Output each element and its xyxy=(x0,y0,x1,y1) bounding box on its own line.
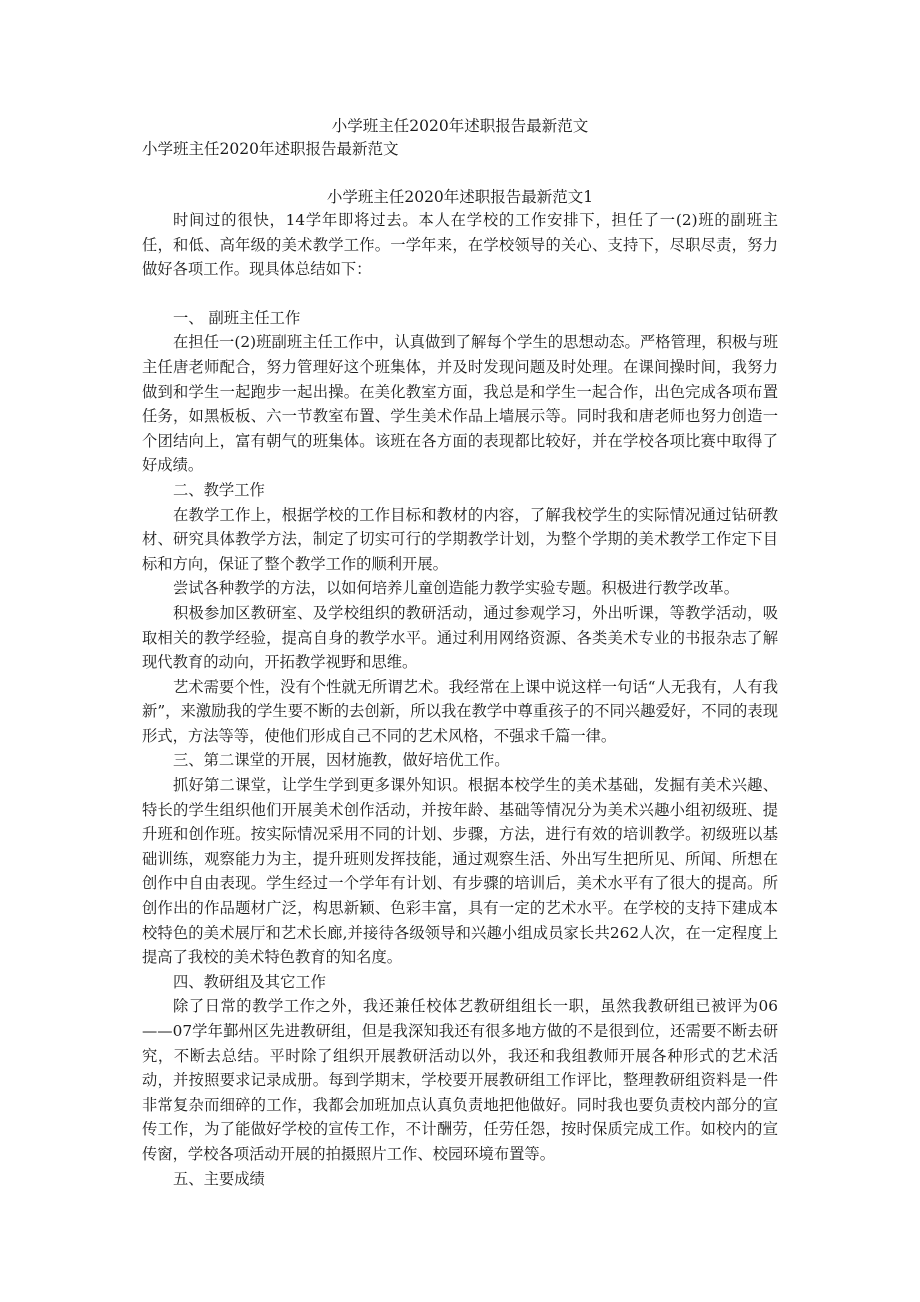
article-title: 小学班主任2020年述职报告最新范文1 xyxy=(326,188,594,206)
paragraph-section-2d: 艺术需要个性，没有个性就无所谓艺术。我经常在上课中说这样一句话“人无我有，人有我新”，来激励我的学生要不断的去创新，所以我在教学中尊重孩子的不同兴趣爱好，不同的表现形式，方法等等，使他们形成自己不同的艺术风格，不强求千篇一律。 xyxy=(142,677,778,745)
document-header-title: 小学班主任2020年述职报告最新范文 xyxy=(331,117,589,135)
section-heading-4: 四、教研组及其它工作 xyxy=(173,972,326,991)
paragraph-section-3: 抓好第二课堂，让学生学到更多课外知识。根据本校学生的美术基础，发掘有美术兴趣、特长的学生组织他们开展美术创作活动，并按年龄、基础等情况分为美术兴趣小组初级班、提升班和创作班。按实际情况采用不同的计划、步骤，方法，进行有效的培训教学。初级班以基础训练，观察能力为主，提升班则发挥技能，通过观察生活、外出写生把所见、所闻、所想在创作中自由表现。学生经过一个学年有计划、有步骤的培训后，美术水平有了很大的提高。所创作出的作品题材广泛，构思新颖、色彩丰富，具有一定的艺术水平。在学校的支持下建成本校特色的美术展厅和艺术长廊,并接待各级领导和兴趣小组成员家长共262人次，在一定程度上提高了我校的美术特色教育的知名度。 xyxy=(142,776,778,967)
section-heading-3: 三、第二课堂的开展，因材施教，做好培优工作。 xyxy=(173,751,510,770)
section-heading-2: 二、教学工作 xyxy=(173,480,265,499)
paragraph-section-2b: 尝试各种教学的方法，以如何培养儿童创造能力教学实验专题。积极进行教学改革。 xyxy=(173,579,739,598)
document-sub-title: 小学班主任2020年述职报告最新范文 xyxy=(142,140,399,158)
paragraph-section-2a: 在教学工作上，根据学校的工作目标和教材的内容，了解我校学生的实际情况通过钻研教材、研究具体教学方法，制定了切实可行的学期教学计划，为整个学期的美术教学工作定下目标和方向，保证了整个教学工作的顺利开展。 xyxy=(142,505,778,573)
spacer xyxy=(142,282,778,306)
paragraph-section-1: 在担任一(2)班副班主任工作中，认真做到了解每个学生的思想动态。严格管理，积极与班主任唐老师配合，努力管理好这个班集体，并及时发现问题及时处理。在课间操时间，我努力做到和学生一起跑步一起出操。在美化教室方面，我总是和学生一起合作，出色完成各项布置任务，如黑板板、六一节教室布置、学生美术作品上墙展示等。同时我和唐老师也努力创造一个团结向上，富有朝气的班集体。该班在各方面的表现都比较好，并在学校各项比赛中取得了好成绩。 xyxy=(142,333,778,475)
paragraph-section-2c: 积极参加区教研室、及学校组织的教研活动，通过参观学习，外出听课，等教学活动，吸取相关的教学经验，提高自身的教学水平。通过利用网络资源、各类美术专业的书报杂志了解现代教育的动向，开拓教学视野和思维。 xyxy=(142,603,778,672)
paragraph-section-4: 除了日常的教学工作之外，我还兼任校体艺教研组组长一职，虽然我教研组已被评为06——07学年鄞州区先进教研组，但是我深知我还有很多地方做的不是很到位，还需要不断去研究，不断去总结。平时除了组织开展教研活动以外，我还和我组教师开展各种形式的艺术活动，并按照要求记录成册。每到学期末，学校要开展教研组工作评比，整理教研组资料是一件非常复杂而细碎的工作，我都会加班加点认真负责地把他做好。同时我也要负责校内部分的宣传工作，为了能做好学校的宣传工作，不计酬劳，任劳任怨，按时保质完成工作。如校内的宣传窗，学校各项活动开展的拍摄照片工作、校园环境布置等。 xyxy=(142,997,778,1163)
paragraph-intro: 时间过的很快，14学年即将过去。本人在学校的工作安排下，担任了一(2)班的副班主任，和低、高年级的美术教学工作。一学年来，在学校领导的关心、支持下，尽职尽责，努力做好各项工作。现具体总结如下： xyxy=(142,211,778,279)
section-heading-1: 一、 副班主任工作 xyxy=(173,308,301,327)
section-heading-5: 五、主要成绩 xyxy=(173,1169,265,1188)
article-body xyxy=(142,208,778,1191)
